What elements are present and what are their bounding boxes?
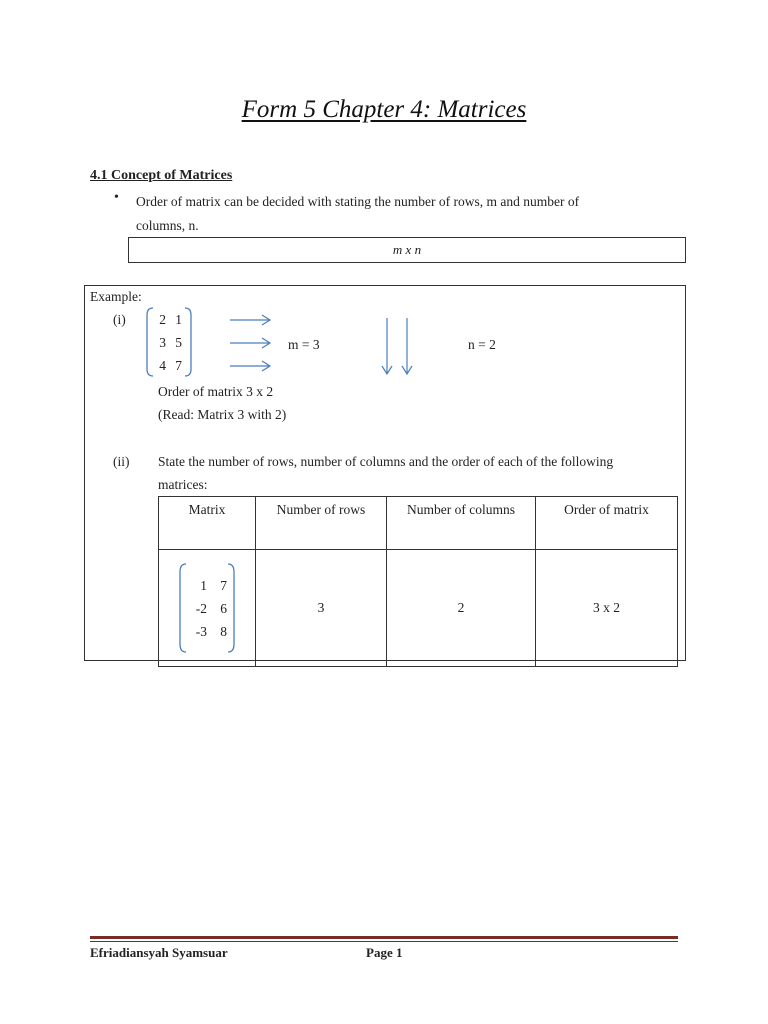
example-label: Example:	[90, 289, 142, 304]
footer-rule-thick	[90, 936, 678, 939]
table-row	[159, 550, 678, 667]
rows-cell: 3	[256, 550, 387, 667]
formula-text: m x n	[392, 242, 422, 257]
columns-cell: 2	[387, 550, 536, 667]
row-arrows	[228, 310, 274, 376]
header-rows: Number of rows	[256, 497, 387, 550]
part-ii-line-2: matrices:	[158, 477, 208, 492]
footer-rule-thin	[90, 941, 678, 942]
matrix-cell	[159, 550, 256, 667]
matrix-ii-r2c1: -2	[195, 601, 207, 616]
header-columns: Number of columns	[387, 497, 536, 550]
part-ii-marker: (ii)	[113, 454, 130, 469]
m-value-label: m = 3	[288, 337, 320, 352]
read-line: (Read: Matrix 3 with 2)	[158, 407, 287, 422]
matrix-i-r1c1: 2	[159, 312, 166, 327]
order-line: Order of matrix 3 x 2	[158, 384, 274, 399]
part-ii-line-1: State the number of rows, number of columns and the order of each of the following	[158, 454, 614, 469]
n-value-label: n = 2	[468, 337, 496, 352]
matrix-i-r3c1: 4	[159, 358, 166, 373]
matrix-brackets-ii	[177, 562, 237, 654]
matrix-i-r3c2: 7	[175, 358, 182, 373]
matrix-ii-r1c1: 1	[200, 578, 207, 593]
bullet-text	[136, 190, 676, 238]
matrix-ii-r1c2: 7	[220, 578, 227, 593]
matrix-i-r2c2: 5	[175, 335, 182, 350]
down-arrow-icon	[402, 318, 412, 374]
matrix-ii-r2c2: 6	[220, 601, 227, 616]
bullet-line-1: Order of matrix can be decided with stating the number of rows, m and number of	[136, 194, 580, 209]
matrix-ii-r3c1: -3	[195, 624, 207, 639]
matrix-i-r1c2: 1	[175, 312, 182, 327]
matrix-order-table	[158, 496, 678, 667]
footer-page-number: Page 1	[366, 945, 403, 960]
matrix-ii	[177, 562, 237, 654]
header-matrix: Matrix	[159, 497, 256, 550]
formula-box	[128, 237, 686, 263]
order-cell: 3 x 2	[536, 550, 678, 667]
table-header-row	[159, 497, 678, 550]
matrix-i-r2c1: 3	[159, 335, 166, 350]
page-title: Form 5 Chapter 4: Matrices	[241, 96, 527, 123]
part-i-marker: (i)	[113, 312, 126, 327]
bullet-line-2: columns, n.	[136, 218, 199, 233]
right-arrow-icon	[230, 315, 270, 325]
section-heading: 4.1 Concept of Matrices	[90, 168, 233, 183]
right-arrow-icon	[230, 361, 270, 371]
matrix-ii-r3c2: 8	[220, 624, 227, 639]
right-arrow-icon	[230, 338, 270, 348]
column-arrows	[378, 316, 418, 380]
down-arrow-icon	[382, 318, 392, 374]
header-order: Order of matrix	[536, 497, 678, 550]
footer-author: Efriadiansyah Syamsuar	[90, 945, 228, 960]
bullet-icon: •	[114, 190, 119, 205]
